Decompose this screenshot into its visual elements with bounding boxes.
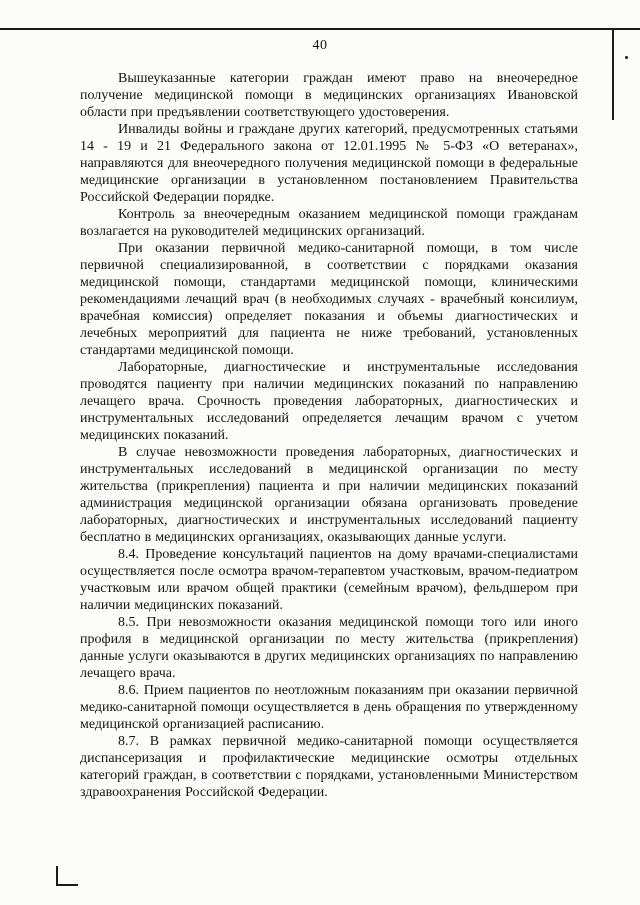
- page-number: 40: [312, 38, 328, 53]
- paragraph: 8.6. Прием пациентов по неотложным показаниям при оказании первичной медико-санитарной помощи осуществляется в день обращения по утвержденному медицинской организацией расписанию.: [80, 683, 578, 732]
- paragraph: В случае невозможности проведения лабораторных, диагностических и инструментальных исследований в медицинской организации по месту жительства (прикрепления) пациента и при наличии медицинских показаний администрация медицинской организации обязана организовать проведение лабораторных, диагностических и инструментальных исследований пациенту бесплатно в медицинских организациях, оказывающих данные услуги.: [80, 445, 578, 545]
- paragraph: При оказании первичной медико-санитарной помощи, в том числе первичной специализированной, в соответствии с порядками оказания медицинской помощи, стандартами медицинской помощи, клиническими рекомендациями лечащий врач (в необходимых случаях - врачебный консилиум, врачебная комиссия) определяет показания и объемы диагностических и лечебных мероприятий для пациента не ниже требований, установленных стандартами медицинской помощи.: [80, 241, 578, 358]
- paragraph: 8.5. При невозможности оказания медицинской помощи того или иного профиля в медицинской организации по месту жительства (прикрепления) данные услуги оказываются в других медицинских организациях по направлению лечащего врача.: [80, 615, 578, 681]
- scan-artifact-dot: [625, 56, 628, 59]
- paragraph: Инвалиды войны и граждане других категорий, предусмотренных статьями 14 - 19 и 21 Федерального закона от 12.01.1995 № 5-ФЗ «О ветеранах», направляются для внеочередного получения медицинской помощи в федеральные медицинские организации в установленном постановлением Правительства Российской Федерации порядке.: [80, 122, 578, 205]
- paragraph: Лабораторные, диагностические и инструментальные исследования проводятся пациенту при наличии медицинских показаний по направлению лечащего врача. Срочность проведения лабораторных, диагностических и инструментальных исследований определяется лечащим врачом с учетом медицинских показаний.: [80, 360, 578, 443]
- document-body: [80, 70, 578, 801]
- scan-border-bottom-left-horizontal: [56, 884, 78, 886]
- paragraph: 8.4. Проведение консультаций пациентов на дому врачами-специалистами осуществляется после осмотра врачом-терапевтом участковым, врачом-педиатром участковым или врачом общей практики (семейным врачом), фельдшером при наличии медицинских показаний.: [80, 547, 578, 613]
- paragraph: Контроль за внеочередным оказанием медицинской помощи гражданам возлагается на руководителей медицинских организаций.: [80, 207, 578, 239]
- paragraph: Вышеуказанные категории граждан имеют право на внеочередное получение медицинской помощи в медицинских организациях Ивановской области при предъявлении соответствующего удостоверения.: [80, 71, 578, 120]
- scan-border-top: [0, 28, 640, 30]
- scan-border-bottom-left-vertical: [56, 866, 58, 886]
- paragraph: 8.7. В рамках первичной медико-санитарной помощи осуществляется диспансеризация и профилактические медицинские осмотры отдельных категорий граждан, в соответствии с порядками, установленными Министерством здравоохранения Российской Федерации.: [80, 734, 578, 800]
